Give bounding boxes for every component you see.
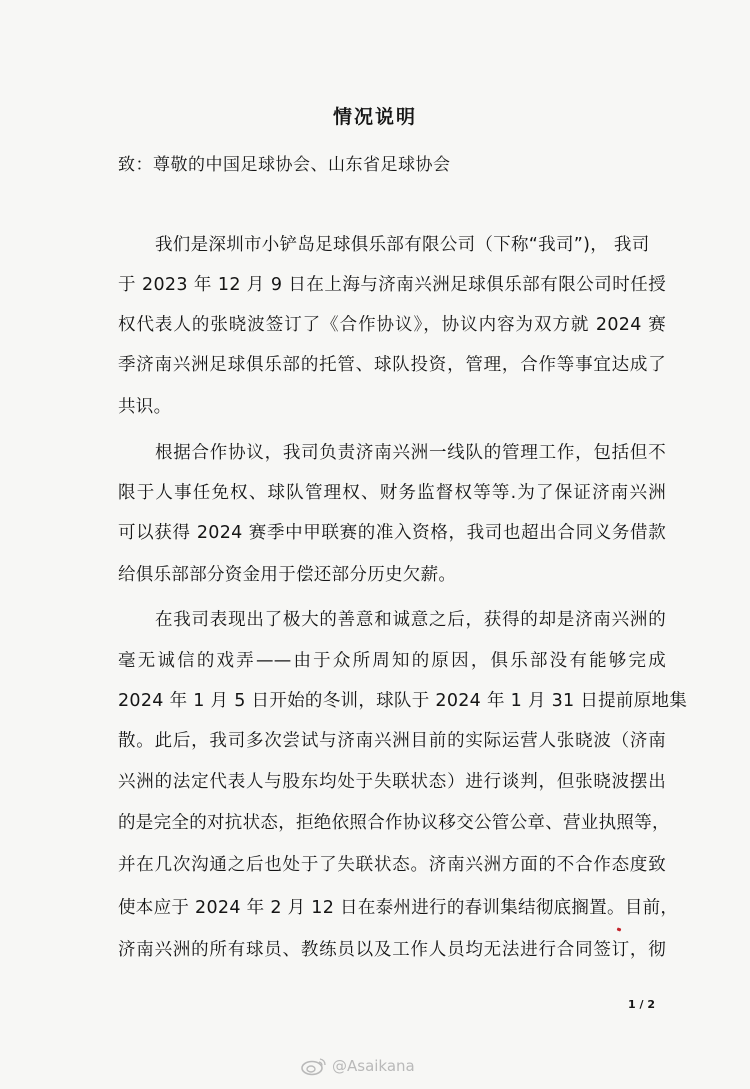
watermark-text: @Asaikana: [332, 1057, 415, 1075]
body-line: 限于人事任免权、球队管理权、财务监督权等等.为了保证济南兴洲: [118, 483, 666, 503]
body-line: 兴洲的法定代表人与股东均处于失联状态）进行谈判，但张晓波摆出: [118, 772, 666, 792]
body-line: 2024 年 1 月 5 日开始的冬训，球队于 2024 年 1 月 31 日提前原地集: [118, 691, 688, 711]
body-line: 权代表人的张晓波签订了《合作协议》，协议内容为双方就 2024 赛: [118, 315, 666, 335]
body-line: 毫无诚信的戏弄——由于众所周知的原因，俱乐部没有能够完成: [118, 651, 666, 671]
addressee-line: 致：尊敬的中国足球协会、山东省足球协会: [118, 155, 451, 175]
body-line: 散。此后，我司多次尝试与济南兴洲目前的实际运营人张晓波（济南: [118, 731, 666, 751]
red-ink-mark: [617, 927, 622, 931]
body-line: 于 2023 年 12 月 9 日在上海与济南兴洲足球俱乐部有限公司时任授: [118, 275, 666, 295]
body-line: 我们是深圳市小铲岛足球俱乐部有限公司（下称“我司”)， 我司: [155, 235, 650, 255]
body-line: 在我司表现出了极大的善意和诚意之后，获得的却是济南兴洲的: [155, 610, 666, 630]
body-line: 共识。: [118, 397, 172, 417]
body-line: 并在几次沟通之后也处于了失联状态。济南兴洲方面的不合作态度致: [118, 855, 666, 875]
body-line: 使本应于 2024 年 2 月 12 日在泰州进行的春训集结彻底搁置。目前，: [118, 898, 679, 918]
watermark: [300, 1056, 415, 1076]
body-line: 济南兴洲的所有球员、教练员以及工作人员均无法进行合同签订，彻: [118, 940, 666, 960]
body-line: 的是完全的对抗状态，拒绝依照合作协议移交公管公章、营业执照等，: [118, 813, 670, 833]
body-line: 给俱乐部部分资金用于偿还部分历史欠薪。: [118, 565, 457, 585]
body-line: 可以获得 2024 赛季中甲联赛的准入资格，我司也超出合同义务借款: [118, 523, 666, 543]
weibo-icon: [300, 1056, 328, 1076]
body-line: 根据合作协议，我司负责济南兴洲一线队的管理工作，包括但不: [155, 443, 666, 463]
body-line: 季济南兴洲足球俱乐部的托管、球队投资，管理，合作等事宜达成了: [118, 355, 666, 375]
document-title: 情况说明: [332, 106, 417, 128]
page-number: 1 / 2: [628, 998, 655, 1011]
